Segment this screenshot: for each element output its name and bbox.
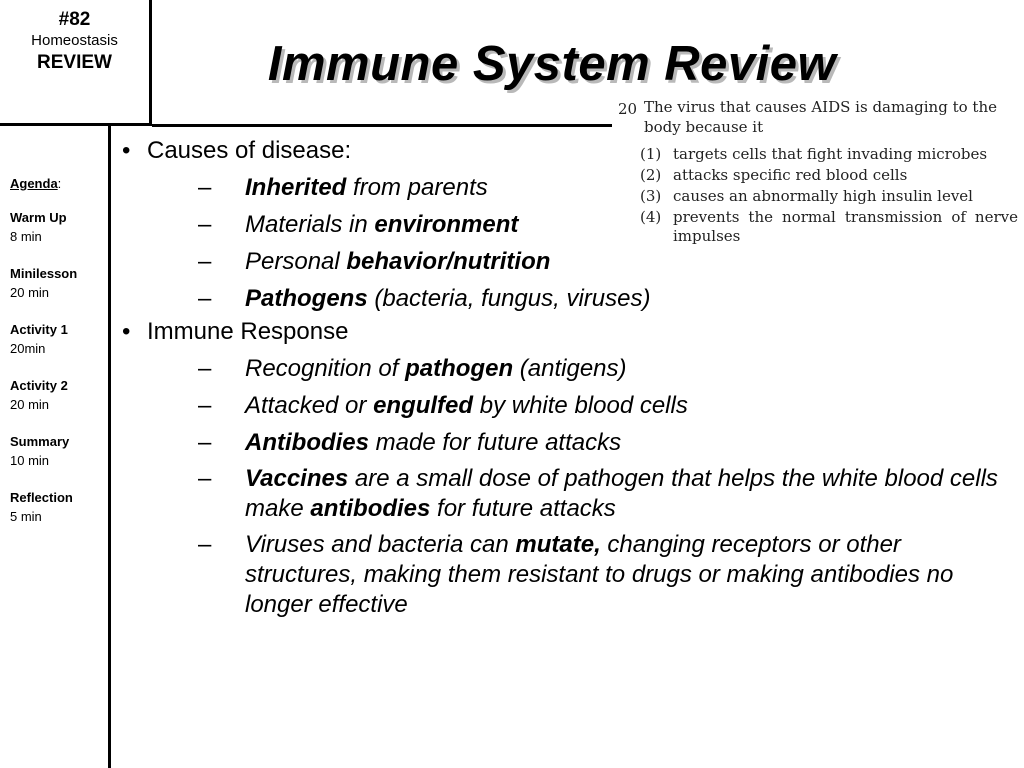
sub-bullet-environment: – Materials in environment [198, 211, 519, 238]
sub-bullet-antibodies: – Antibodies made for future attacks [198, 429, 622, 456]
bullet-causes: • Causes of disease: [122, 137, 352, 164]
sub-bullet-vaccines: – Vaccines are a small dose of pathogen that helps the white blood cells make antibodies for future attacks [198, 465, 998, 522]
lesson-label: REVIEW [37, 52, 112, 73]
sub-bullet-pathogens: – Pathogens (bacteria, fungus, viruses) [198, 285, 651, 312]
sub-bullet-recognition: – Recognition of pathogen (antigens) [198, 355, 627, 382]
bullet-immune-response: • Immune Response [122, 318, 349, 345]
question-stem: The virus that causes AIDS is damaging to the body because it [644, 98, 997, 136]
agenda-item: Activity 1 20min [10, 322, 68, 356]
agenda-item: Activity 2 20 min [10, 378, 68, 412]
sub-bullet-mutate: – Viruses and bacteria can mutate, changing receptors or other structures, making them resistant to drugs or making antibodies no longer effective [198, 531, 954, 618]
lesson-topic: Homeostasis [31, 32, 118, 49]
slide-title: Immune System Review [267, 37, 837, 91]
agenda-item: Summary 10 min [10, 434, 70, 468]
lesson-badge [0, 0, 152, 126]
agenda-item: Minilesson 20 min [10, 266, 78, 300]
sub-bullet-behavior: – Personal behavior/nutrition [198, 248, 551, 275]
sub-bullet-engulfed: – Attacked or engulfed by white blood cells [198, 392, 688, 419]
question-number: 20 [618, 100, 638, 118]
lesson-number: #82 [58, 9, 91, 30]
agenda-item: Reflection 5 min [10, 490, 73, 524]
exam-question-image: 20 The virus that causes AIDS is damaging to the body because it (1) targets cells that fight invading microbes (2) attacks specific red blood cells (3) causes an abnormally high insulin level (4) prevents the normal transmission of nerve impulses [612, 94, 1024, 252]
agenda-sidebar [0, 126, 111, 768]
sub-bullet-inherited: – Inherited from parents [198, 174, 488, 201]
agenda-heading: Agenda: [10, 176, 62, 191]
agenda-item: Warm Up 8 min [10, 210, 67, 244]
